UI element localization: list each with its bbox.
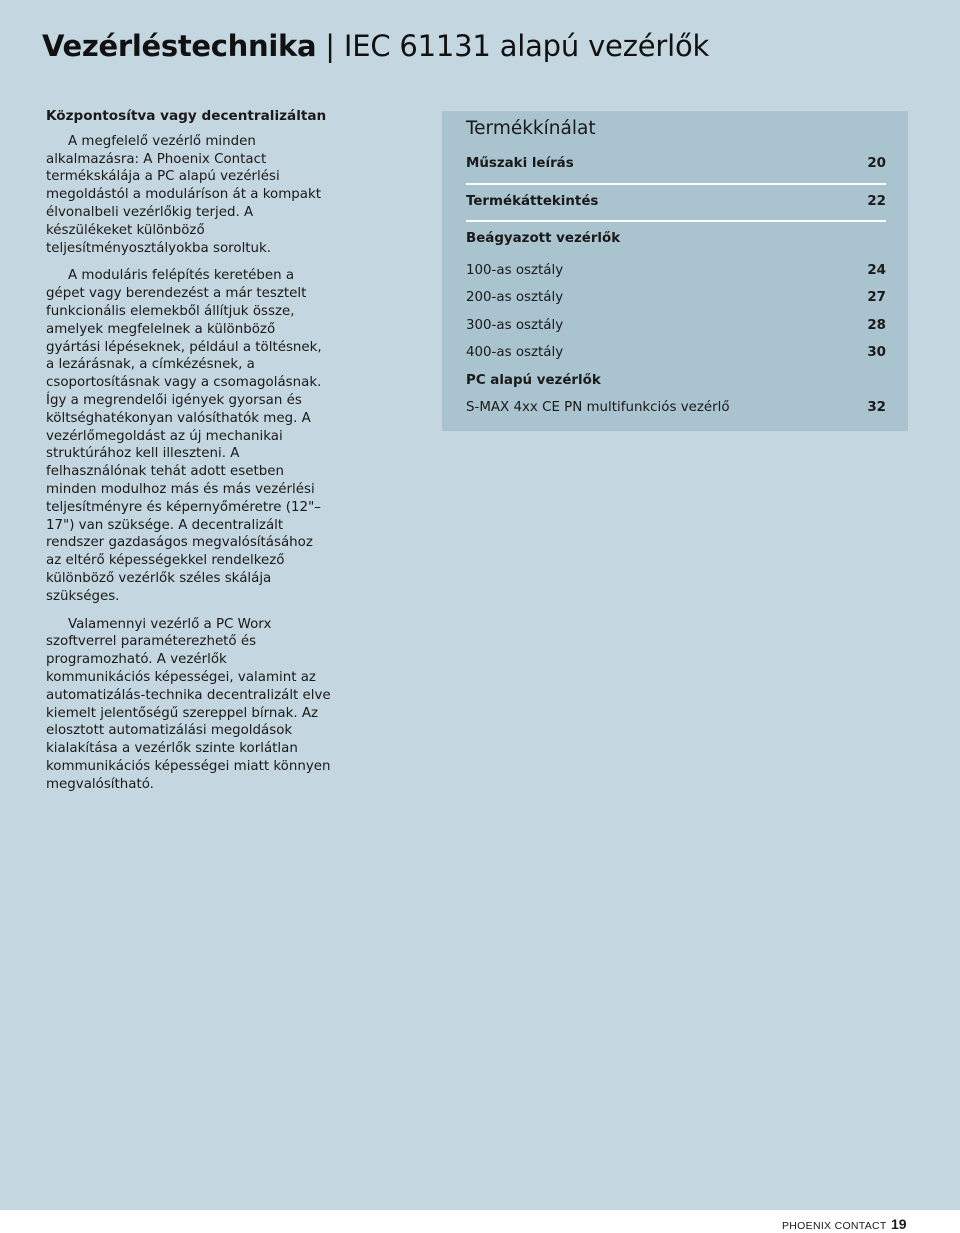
article-paragraph: Valamennyi vezérlő a PC Worx szoftverrel paraméterezhető és programozható. A vezérlők kommunikációs képességei, valamint az automatizálás-technika decentralizált elve kiemelt jelentőségű szereppel bírnak. Az elosztott automatizálási megoldások kialakítása a vezérlők szinte korlátlan kommunikációs képességei miatt könnyen megvalósítható. [46, 616, 331, 792]
toc-row-label: Termékáttekintés [466, 194, 599, 209]
section-heading: Központosítva vagy decentralizáltan [46, 108, 327, 124]
toc-row-page: 20 [867, 156, 886, 171]
toc-row-page: 22 [867, 194, 886, 209]
page-title-subtitle: | IEC 61131 alapú vezérlők [316, 29, 710, 63]
toc-row-product-overview[interactable] [466, 183, 886, 220]
product-range-title: Termékkínálat [466, 118, 596, 139]
toc-row-embedded-controllers[interactable] [466, 220, 886, 257]
toc-row-label: S-MAX 4xx CE PN multifunkciós vezérlő [466, 399, 730, 415]
toc-row-page: 27 [867, 290, 886, 306]
toc-row-class-400[interactable] [466, 339, 886, 366]
toc-row-label: 400-as osztály [466, 345, 564, 361]
page-footer [0, 1212, 960, 1233]
toc-row-class-100[interactable] [466, 257, 886, 284]
toc-row-class-200[interactable] [466, 284, 886, 311]
toc-row-pc-based-controllers[interactable] [466, 367, 886, 394]
toc-row-page: 30 [867, 345, 886, 361]
article-paragraph: A moduláris felépítés keretében a gépet vagy berendezést a már tesztelt funkcionális elemekből állítjuk össze, amelyek megfelelnek a különböző gyártási lépéseknek, például a töltésnek, a lezárásnak, a címkézésnek, a csoportosításnak vagy a csomagolásnak. Így a megrendelői igények gyorsan és költséghatékonyan valósíthatók meg. A vezérlőmegoldást az új mechanikai struktúrához kell illeszteni. A felhasználónak tehát adott esetben minden modulhoz más és más vezérlési teljesítményre és képernyőméretre (12"–17") van szüksége. A decentralizált rendszer gazdaságos megvalósításához az eltérő képességekkel rendelkező különböző vezérlők széles skálája szükséges. [46, 268, 322, 604]
toc-row-label: PC alapú vezérlők [466, 372, 601, 388]
article-paragraph: A megfelelő vezérlő minden alkalmazásra: A Phoenix Contact termékskálája a PC alapú vezérlési megoldástól a moduláríson át a kompakt élvonalbeli vezérlőkig terjed. A készülékeket különböző teljesítményosztályokba soroltuk. [46, 133, 321, 256]
toc-row-label: 100-as osztály [466, 263, 564, 278]
toc-row-label: Műszaki leírás [466, 156, 574, 171]
footer-brand: PHOENIX CONTACT [782, 1220, 887, 1232]
toc-row-page: 24 [867, 263, 886, 278]
toc-row-class-300[interactable] [466, 312, 886, 339]
toc-row-label: 300-as osztály [466, 317, 564, 333]
footer-page-number: 19 [891, 1216, 907, 1232]
page-title-main: Vezérléstechnika [42, 29, 317, 63]
toc-row-label: Beágyazott vezérlők [466, 231, 621, 246]
toc-row-page: 32 [867, 399, 886, 415]
toc-row-label: 200-as osztály [466, 290, 564, 306]
toc-row-s-max[interactable] [466, 394, 886, 421]
page-title [42, 26, 709, 66]
product-range-box [442, 111, 908, 431]
toc-row-technical-description[interactable] [466, 149, 886, 183]
toc-row-page: 28 [867, 317, 886, 333]
article-column [46, 108, 331, 803]
